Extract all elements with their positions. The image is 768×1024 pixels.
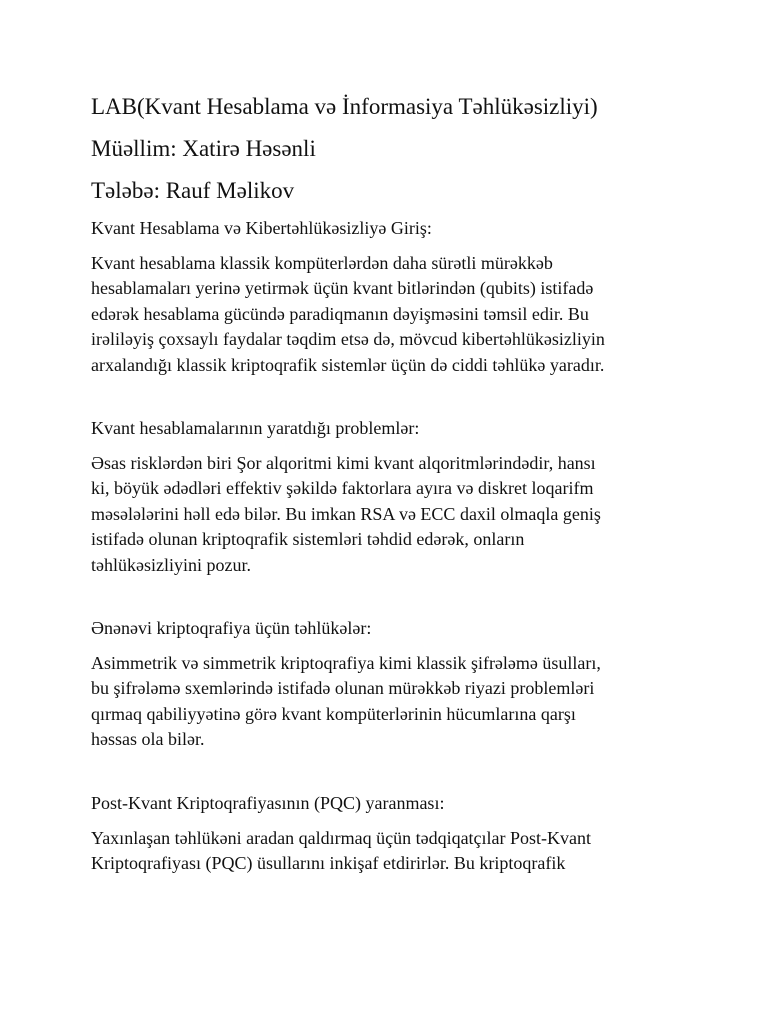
document-page bbox=[91, 92, 691, 877]
paragraph-line: Əsas risklərdən biri Şor alqoritmi kimi kvant alqoritmlərindədir, hansı bbox=[91, 453, 596, 474]
paragraph-line: bu şifrələmə sxemlərində istifadə olunan mürəkkəb riyazi problemləri bbox=[91, 678, 595, 699]
paragraph-line: Asimmetrik və simmetrik kriptoqrafiya kimi klassik şifrələmə üsulları, bbox=[91, 653, 601, 674]
paragraph-line: edərək hesablama gücündə paradiqmanın dəyişməsini təmsil edir. Bu bbox=[91, 303, 589, 324]
section-heading-problems: Kvant hesablamalarının yaratdığı problemlər: bbox=[91, 418, 420, 439]
paragraph-line: hesablamaları yerinə yetirmək üçün kvant bitlərindən (qubits) istifadə bbox=[91, 278, 594, 299]
paragraph-line: Kvant hesablama klassik kompüterlərdən daha sürətli mürəkkəb bbox=[91, 253, 553, 273]
section-paragraph-threats bbox=[91, 651, 691, 753]
section-paragraph-intro bbox=[91, 251, 691, 378]
paragraph-line: irəliləyiş çoxsaylı faydalar təqdim etsə də, mövcud kibertəhlükəsizliyin bbox=[91, 329, 605, 350]
section-heading-intro: Kvant Hesablama və Kibertəhlükəsizliyə Giriş: bbox=[91, 218, 432, 238]
section-paragraph-pqc bbox=[91, 826, 691, 877]
document-title: LAB(Kvant Hesablama və İnformasiya Təhlükəsizliyi) bbox=[91, 94, 598, 119]
paragraph-line: istifadə olunan kriptoqrafik sistemləri təhdid edərək, onların bbox=[91, 529, 525, 550]
paragraph-line: təhlükəsizliyini pozur. bbox=[91, 554, 251, 575]
paragraph-line: Kriptoqrafiyası (PQC) üsullarını inkişaf etdirirlər. Bu kriptoqrafik bbox=[91, 853, 566, 874]
paragraph-line: ki, böyük ədədləri effektiv şəkildə faktorlara ayıra və diskret loqarifm bbox=[91, 478, 594, 499]
paragraph-gap bbox=[91, 753, 691, 791]
paragraph-line: həssas ola bilər. bbox=[91, 729, 205, 750]
paragraph-line: arxalandığı klassik kriptoqrafik sistemlər üçün də ciddi təhlükə yaradır. bbox=[91, 354, 605, 375]
section-paragraph-problems bbox=[91, 451, 691, 578]
paragraph-gap bbox=[91, 378, 691, 416]
paragraph-line: Yaxınlaşan təhlükəni aradan qaldırmaq üçün tədqiqatçılar Post-Kvant bbox=[91, 827, 592, 848]
paragraph-line: məsələlərini həll edə bilər. Bu imkan RSA və ECC daxil olmaqla geniş bbox=[91, 503, 601, 524]
paragraph-line: qırmaq qabiliyyətinə görə kvant kompüterlərinin hücumlarına qarşı bbox=[91, 703, 576, 724]
paragraph-gap bbox=[91, 578, 691, 616]
teacher-line: Müəllim: Xatirə Həsənli bbox=[91, 136, 316, 161]
section-heading-threats: Ənənəvi kriptoqrafiya üçün təhlükələr: bbox=[91, 618, 372, 639]
section-heading-pqc: Post-Kvant Kriptoqrafiyasının (PQC) yaranması: bbox=[91, 792, 445, 813]
student-line: Tələbə: Rauf Məlikov bbox=[91, 178, 295, 203]
